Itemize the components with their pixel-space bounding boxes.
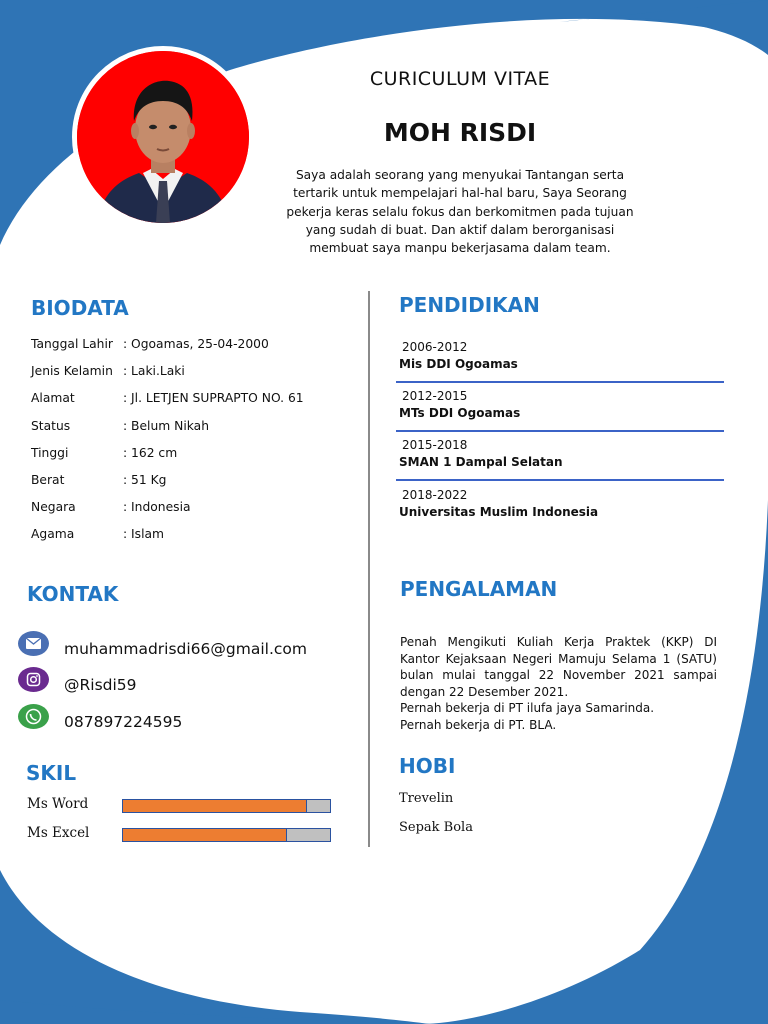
hobby-item: Sepak Bola <box>399 820 473 835</box>
biodata-value: : Ogoamas, 25-04-2000 <box>123 337 269 351</box>
biodata-value: : Jl. LETJEN SUPRAPTO NO. 61 <box>123 391 304 406</box>
education-years: 2015-2018 <box>402 438 468 452</box>
biodata-value: : 51 Kg <box>123 473 167 487</box>
biodata-row <box>31 337 269 351</box>
instagram-handle[interactable]: @Risdi59 <box>64 676 137 694</box>
skill-level-bar <box>122 799 331 813</box>
education-years: 2012-2015 <box>402 389 468 403</box>
education-school: Universitas Muslim Indonesia <box>399 505 599 519</box>
biodata-row <box>31 473 166 487</box>
biodata-label: Jenis Kelamin <box>31 364 113 379</box>
intro-paragraph: Saya adalah seorang yang menyukai Tantangan serta tertarik untuk mempelajari hal-hal baru, Saya Seorang pekerja keras selalu fokus dan berkomitmen pada tujuan yang sudah di buat. Dan aktif dalam berorganisasi membuat saya manpu bekerjasama dalam team. <box>286 168 634 256</box>
biodata-label: Berat <box>31 473 65 487</box>
education-separator <box>396 479 724 481</box>
biodata-value: : 162 cm <box>123 445 178 460</box>
skill-label: Ms Excel <box>27 825 90 841</box>
education-school: Mis DDI Ogoamas <box>399 357 518 371</box>
education-years: 2018-2022 <box>402 488 468 502</box>
experience-item: Penah Mengikuti Kuliah Kerja Praktek (KKP) DI Kantor Kejaksaan Negeri Mamuju Selama 1 (SATU) bulan mulai tanggal 22 November 2021 sampai dengan 22 Desember 2021. <box>400 635 717 699</box>
biodata-row <box>31 364 185 378</box>
phone-number[interactable]: 087897224595 <box>64 713 183 731</box>
biodata-label: Tinggi <box>31 445 69 460</box>
biodata-value: : Islam <box>123 527 165 542</box>
education-school: SMAN 1 Dampal Selatan <box>399 455 563 469</box>
biodata-value: : Indonesia <box>123 500 191 515</box>
experience-item: Pernah bekerja di PT ilufa jaya Samarinda. <box>400 701 655 715</box>
biodata-row <box>31 446 177 460</box>
skill-level-bar <box>122 828 331 842</box>
experience-text <box>400 634 717 733</box>
document-title: CURICULUM VITAE <box>369 68 551 90</box>
biodata-row <box>31 419 209 433</box>
biodata-heading: BIODATA <box>31 296 129 320</box>
instagram-icon <box>18 667 49 692</box>
biodata-row <box>31 527 164 541</box>
biodata-label: Alamat <box>31 391 75 406</box>
pengalaman-heading: PENGALAMAN <box>400 577 558 601</box>
education-separator <box>396 430 724 432</box>
biodata-value: : Laki.Laki <box>123 364 185 379</box>
biodata-label: Agama <box>31 527 75 542</box>
kontak-heading: KONTAK <box>27 582 119 606</box>
email-address[interactable]: muhammadrisdi66@gmail.com <box>64 640 307 658</box>
education-school: MTs DDI Ogoamas <box>399 406 521 420</box>
skill-label: Ms Word <box>27 796 89 812</box>
biodata-row <box>31 391 304 405</box>
column-divider <box>368 291 370 847</box>
skil-heading: SKIL <box>26 761 77 785</box>
skill-level-fill <box>123 800 307 812</box>
biodata-label: Tanggal Lahir <box>31 337 113 351</box>
pendidikan-heading: PENDIDIKAN <box>399 293 540 317</box>
education-separator <box>396 381 724 383</box>
experience-item: Pernah bekerja di PT. BLA. <box>400 717 557 732</box>
mail-icon <box>18 631 49 656</box>
education-years: 2006-2012 <box>402 340 468 354</box>
whatsapp-icon <box>18 704 49 729</box>
profile-photo <box>72 46 254 228</box>
biodata-label: Status <box>31 418 71 433</box>
hobi-heading: HOBI <box>399 754 456 778</box>
person-portrait-icon <box>77 51 249 223</box>
biodata-value: : Belum Nikah <box>123 418 210 433</box>
hobby-item: Trevelin <box>399 791 454 806</box>
skill-level-fill <box>123 829 287 841</box>
biodata-row <box>31 500 191 514</box>
biodata-label: Negara <box>31 500 76 515</box>
person-name: MOH RISDI <box>383 118 537 147</box>
